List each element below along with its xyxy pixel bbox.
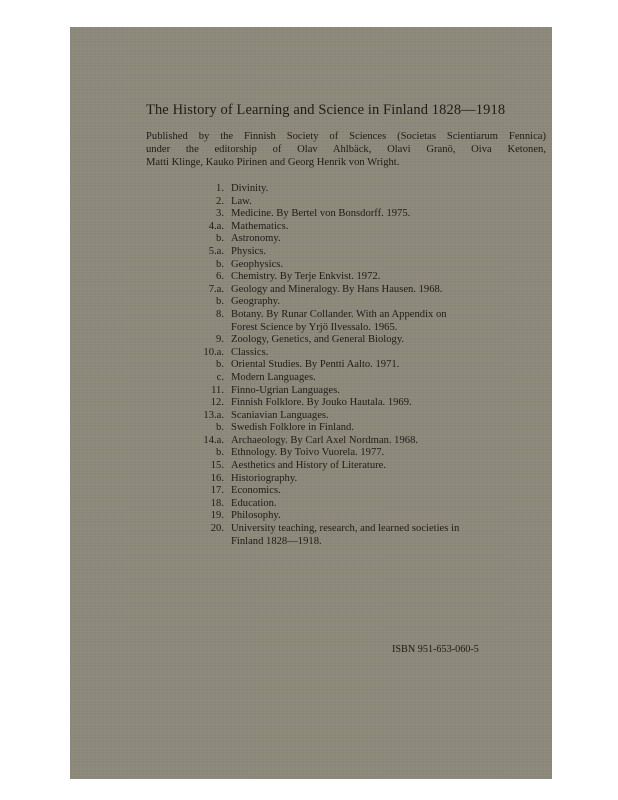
volume-entry — [190, 447, 500, 460]
volume-entry — [190, 410, 500, 423]
volume-number: 12. — [210, 397, 224, 409]
volume-entry — [190, 183, 500, 196]
volume-title: Astronomy. — [231, 233, 281, 245]
volume-title: Education. — [231, 497, 277, 509]
volume-entry — [190, 435, 500, 448]
volume-title: Classics. — [231, 346, 269, 358]
volume-number: 20. — [210, 523, 224, 535]
volume-entry — [190, 347, 500, 360]
volume-number: 9. — [216, 334, 224, 346]
volume-entry — [190, 208, 500, 221]
volume-entry — [190, 334, 500, 347]
volume-title: Finnish Folklore. By Jouko Hautala. 1969. — [231, 397, 412, 409]
volume-entry — [190, 246, 500, 259]
publisher-line: Published by the Finnish Society of Sciences (Societas Scientiarum Fennica) — [146, 131, 546, 142]
volume-number: 13.a. — [203, 409, 224, 421]
volume-title: Scaniavian Languages. — [231, 409, 329, 421]
volume-number: 16. — [210, 472, 224, 484]
volume-title: Botany. By Runar Collander. With an Appendix on — [231, 308, 447, 320]
volume-title: Swedish Folklore in Finland. — [231, 422, 355, 434]
volume-entry — [190, 510, 500, 523]
volume-title: Geophysics. — [231, 258, 284, 270]
volume-entry — [190, 309, 500, 334]
volume-entry — [190, 523, 500, 548]
volume-title: Geology and Mineralogy. By Hans Hausen. 1968. — [231, 283, 443, 295]
volume-number: b. — [216, 233, 224, 245]
volume-entry — [190, 397, 500, 410]
volume-title: Law. — [231, 195, 252, 207]
isbn-number: ISBN 951-653-060-5 — [392, 644, 479, 655]
volume-title: Modern Languages. — [231, 371, 316, 383]
volume-title: University teaching, research, and learned societies in — [231, 523, 460, 535]
volume-title: Medicine. By Bertel von Bonsdorff. 1975. — [231, 208, 411, 220]
volume-number: b. — [216, 422, 224, 434]
volume-number: 3. — [216, 208, 224, 220]
volume-number: 8. — [216, 308, 224, 320]
volume-number: 6. — [216, 271, 224, 283]
volume-entry — [190, 259, 500, 272]
volume-number: 11. — [211, 384, 224, 396]
volume-number: b. — [216, 258, 224, 270]
volume-title-continued: Finland 1828—1918. — [231, 535, 322, 547]
volume-title: Zoology, Genetics, and General Biology. — [231, 334, 405, 346]
volume-number: 10.a. — [203, 346, 224, 358]
volume-number: 5.a. — [208, 245, 224, 257]
volume-number: 4.a. — [208, 220, 224, 232]
volume-number: 17. — [210, 485, 224, 497]
volume-title: Philosophy. — [231, 510, 281, 522]
volume-entry — [190, 460, 500, 473]
volume-number: 18. — [210, 497, 224, 509]
volume-number: 15. — [210, 460, 224, 472]
volume-title: Oriental Studies. By Pentti Aalto. 1971. — [231, 359, 400, 371]
volume-number: 2. — [216, 195, 224, 207]
book-back-cover — [70, 27, 552, 779]
volume-title: Mathematics. — [231, 220, 289, 232]
volume-number: 1. — [216, 183, 224, 194]
publisher-statement — [146, 130, 546, 170]
volume-entry — [190, 422, 500, 435]
volume-entry — [190, 498, 500, 511]
volume-entry — [190, 271, 500, 284]
volume-entry — [190, 296, 500, 309]
volume-number: c. — [216, 371, 224, 383]
volume-number: 7.a. — [208, 283, 224, 295]
volume-title: Divinity. — [231, 183, 269, 194]
publisher-line: under the editorship of Olav Ahlbäck, Olavi Granö, Oiva Ketonen, — [146, 144, 546, 156]
volume-entry — [190, 233, 500, 246]
volume-entry — [190, 385, 500, 398]
volume-title: Geography. — [231, 296, 281, 308]
volume-title: Historiography. — [231, 472, 298, 484]
volume-entry — [190, 359, 500, 372]
volume-entry — [190, 473, 500, 486]
volume-entry — [190, 221, 500, 234]
volume-number: b. — [216, 296, 224, 308]
volume-title: Chemistry. By Terje Enkvist. 1972. — [231, 271, 381, 283]
series-title: The History of Learning and Science in Finland 1828—1918 — [146, 102, 506, 118]
volume-number: b. — [216, 447, 224, 459]
volume-title-continued: Forest Science by Yrjö Ilvessalo. 1965. — [231, 321, 398, 333]
volume-title: Archaeology. By Carl Axel Nordman. 1968. — [231, 434, 419, 446]
volume-list — [190, 183, 500, 548]
volume-title: Economics. — [231, 485, 281, 497]
volume-number: 19. — [210, 510, 224, 522]
volume-number: b. — [216, 359, 224, 371]
volume-title: Aesthetics and History of Literature. — [231, 460, 387, 472]
volume-entry — [190, 372, 500, 385]
volume-title: Physics. — [231, 245, 267, 257]
volume-entry — [190, 284, 500, 297]
volume-entry — [190, 196, 500, 209]
volume-title: Finno-Ugrian Languages. — [231, 384, 340, 396]
volume-number: 14.a. — [203, 434, 224, 446]
volume-title: Ethnology. By Toivo Vuorela. 1977. — [231, 447, 385, 459]
publisher-line: Matti Klinge, Kauko Pirinen and Georg Henrik von Wright. — [146, 157, 400, 169]
volume-entry — [190, 485, 500, 498]
